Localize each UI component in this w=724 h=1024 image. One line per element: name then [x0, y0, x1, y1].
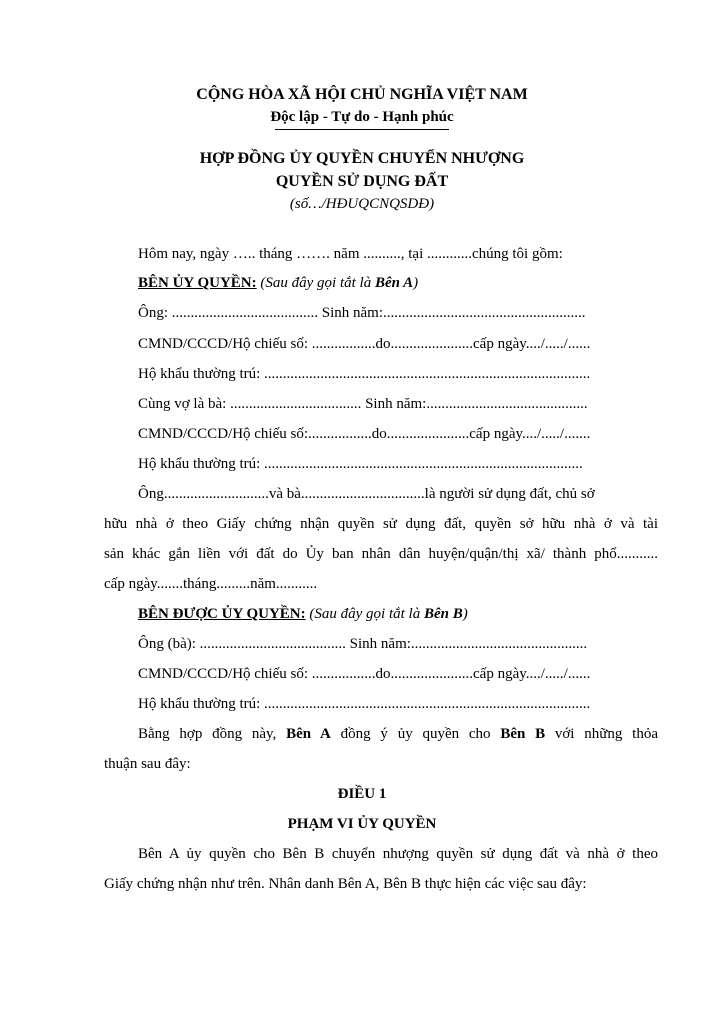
- agreement-party-b: Bên B: [500, 726, 546, 742]
- country-heading: CỘNG HÒA XÃ HỘI CHỦ NGHĨA VIỆT NAM: [196, 86, 528, 103]
- intro-line: Hôm nay, ngày ….. tháng ……. năm .........., tại ............chúng tôi gồm:: [138, 246, 563, 262]
- party-b-note-suffix: ): [462, 606, 468, 622]
- party-a-note-prefix: (Sau đây gọi tắt là: [260, 275, 375, 291]
- party-b-ong-line: Ông (bà): ....................................... Sinh năm:...............................................: [138, 636, 588, 652]
- contract-title-line1: HỢP ĐỒNG ỦY QUYỀN CHUYỂN NHƯỢNG: [199, 150, 525, 167]
- ownership-para-line4: cấp ngày.......tháng.........năm...........: [104, 576, 318, 592]
- article1-title: PHẠM VI ỦY QUYỀN: [287, 816, 437, 832]
- party-a-heading: BÊN ỦY QUYỀN:: [138, 275, 257, 291]
- agreement-text-2: đồng ý ủy quyền cho: [330, 726, 501, 742]
- party-a-note-suffix: ): [413, 275, 419, 291]
- party-b-heading: BÊN ĐƯỢC ỦY QUYỀN:: [138, 606, 306, 622]
- party-a-spouse-id-line: CMND/CCCD/Hộ chiếu số:.................do......................cấp ngày..../...../.......: [138, 426, 591, 442]
- party-b-note-prefix: (Sau đây gọi tắt là: [309, 606, 424, 622]
- contract-number: (số…/HĐUQCNQSDĐ): [289, 196, 435, 212]
- party-a-address-line: Hộ khẩu thường trú: .......................................................................................: [138, 366, 591, 382]
- party-a-header: [138, 275, 418, 292]
- motto: Độc lập - Tự do - Hạnh phúc: [270, 109, 454, 125]
- ownership-para-line1: Ông............................và bà.................................là người sử dụng đất, chủ sở: [138, 486, 595, 502]
- article1-line2: Giấy chứng nhận như trên. Nhân danh Bên A, Bên B thực hiện các việc sau đây:: [104, 876, 587, 892]
- party-b-id-line: CMND/CCCD/Hộ chiếu số: .................do......................cấp ngày..../...../......: [138, 666, 591, 682]
- agreement-line2: thuận sau đây:: [104, 756, 191, 772]
- agreement-text-1: Bằng hợp đồng này,: [138, 726, 287, 742]
- article1-number: ĐIỀU 1: [337, 786, 387, 802]
- party-a-note-name: Bên A: [374, 275, 414, 291]
- party-a-spouse-line: Cùng vợ là bà: ................................... Sinh năm:...........................................: [138, 396, 588, 412]
- ownership-para-line2: hữu nhà ở theo Giấy chứng nhận quyền sử dụng đất, quyền sở hữu nhà ở và tài: [104, 516, 658, 532]
- agreement-text-3: với những thỏa: [545, 726, 658, 742]
- party-b-header: [138, 606, 468, 623]
- ownership-para-line3: sản khác gắn liền với đất do Ủy ban nhân dân huyện/quận/thị xã/ thành phố...........: [104, 546, 658, 562]
- agreement-line1: [138, 726, 658, 743]
- article1-line1: Bên A ủy quyền cho Bên B chuyển nhượng quyền sử dụng đất và nhà ở theo: [138, 846, 658, 862]
- contract-title-line2: QUYỀN SỬ DỤNG ĐẤT: [275, 173, 449, 190]
- party-a-id-line: CMND/CCCD/Hộ chiếu số: .................do......................cấp ngày..../...../......: [138, 336, 591, 352]
- motto-underline: [275, 129, 449, 130]
- party-b-note-name: Bên B: [423, 606, 463, 622]
- agreement-party-a: Bên A: [286, 726, 331, 742]
- party-a-ong-line: Ông: ....................................... Sinh năm:......................................................: [138, 305, 586, 321]
- party-a-spouse-address-line: Hộ khẩu thường trú: .....................................................................................: [138, 456, 583, 472]
- party-b-address-line: Hộ khẩu thường trú: .......................................................................................: [138, 696, 591, 712]
